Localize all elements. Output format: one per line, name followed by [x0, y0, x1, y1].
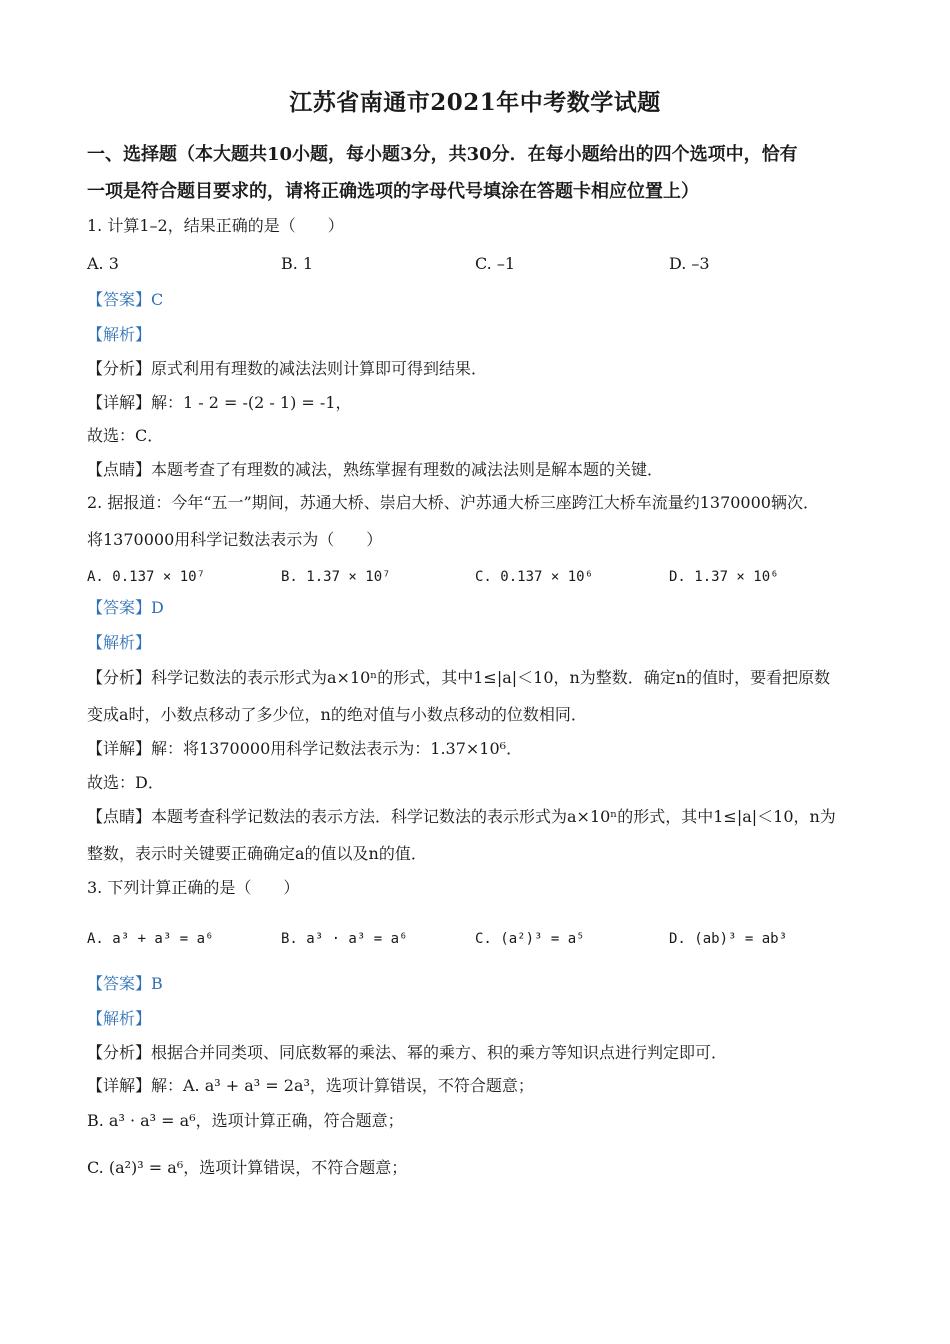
q1-guxuan: 故选：C． — [87, 426, 164, 445]
q2-dianjing-line-2: 整数，表示时关键要正确确定a的值以及n的值． — [87, 844, 427, 863]
q1-fenxi: 【分析】原式利用有理数的减法法则计算即可得到结果． — [87, 359, 488, 378]
q1-xiangjie: 【详解】解：1 - 2 = -(2 - 1) = -1， — [87, 393, 352, 412]
q3-line-c: C. (a²)³ = a⁶，选项计算错误，不符合题意； — [87, 1158, 408, 1177]
q3-option-a: A. a³ + a³ = a⁶ — [87, 931, 214, 947]
q1-option-b: B. 1 — [281, 254, 314, 273]
q2-option-b: B. 1.37 × 10⁷ — [281, 569, 391, 585]
q3-stem: 3. 下列计算正确的是（ ） — [87, 878, 300, 897]
q1-dianjing: 【点睛】本题考查了有理数的减法，熟练掌握有理数的减法法则是解本题的关键． — [87, 460, 664, 479]
q3-fenxi: 【分析】根据合并同类项、同底数幂的乘法、幂的乘方、积的乘方等知识点进行判定即可． — [87, 1043, 728, 1062]
q2-stem-line-2: 将1370000用科学记数法表示为（ ） — [87, 530, 383, 549]
q3-answer: 【答案】B — [87, 974, 163, 993]
q1-stem: 1. 计算1–2，结果正确的是（ ） — [87, 216, 344, 235]
section-heading-line-2: 一项是符合题目要求的，请将正确选项的字母代号填涂在答题卡相应位置上） — [87, 181, 699, 202]
q1-answer: 【答案】C — [87, 290, 164, 309]
q3-option-c: C. (a²)³ = a⁵ — [475, 931, 585, 947]
q1-option-a: A. 3 — [87, 254, 119, 273]
q2-fenxi-line-1: 【分析】科学记数法的表示形式为a×10ⁿ的形式，其中1≤|a|＜10，n为整数．确定n的值时，要看把原数 — [87, 668, 831, 687]
q2-fenxi-line-2: 变成a时，小数点移动了多少位，n的绝对值与小数点移动的位数相同． — [87, 705, 587, 724]
q2-stem-line-1: 2. 据报道：今年“五一”期间，苏通大桥、崇启大桥、沪苏通大桥三座跨江大桥车流量约1370000辆次． — [87, 493, 819, 512]
q2-option-a: A. 0.137 × 10⁷ — [87, 569, 206, 585]
q1-option-c: C. –1 — [475, 254, 516, 273]
q3-option-d: D. (ab)³ = ab³ — [669, 931, 788, 947]
q2-option-d: D. 1.37 × 10⁶ — [669, 569, 779, 585]
q3-analysis-label: 【解析】 — [87, 1009, 152, 1028]
q2-option-c: C. 0.137 × 10⁶ — [475, 569, 594, 585]
section-heading-line-1: 一、选择题（本大题共10小题，每小题3分，共30分．在每小题给出的四个选项中，恰有 — [87, 144, 798, 165]
q3-xiangjie-a: 【详解】解：A. a³ + a³ = 2a³，选项计算错误，不符合题意； — [87, 1076, 534, 1095]
q2-answer: 【答案】D — [87, 598, 164, 617]
q2-xiangjie: 【详解】解：将1370000用科学记数法表示为：1.37×10⁶． — [87, 739, 523, 758]
q2-guxuan: 故选：D． — [87, 773, 164, 792]
q3-option-b: B. a³ · a³ = a⁶ — [281, 931, 408, 947]
q1-option-d: D. –3 — [669, 254, 710, 273]
q1-analysis-label: 【解析】 — [87, 325, 152, 344]
q3-line-b: B. a³ · a³ = a⁶，选项计算正确，符合题意； — [87, 1111, 404, 1130]
q2-dianjing-line-1: 【点睛】本题考查科学记数法的表示方法．科学记数法的表示形式为a×10ⁿ的形式，其中1≤|a|＜10，n为 — [87, 807, 836, 826]
q2-analysis-label: 【解析】 — [87, 633, 152, 652]
page-title: 江苏省南通市2021年中考数学试题 — [289, 89, 661, 116]
